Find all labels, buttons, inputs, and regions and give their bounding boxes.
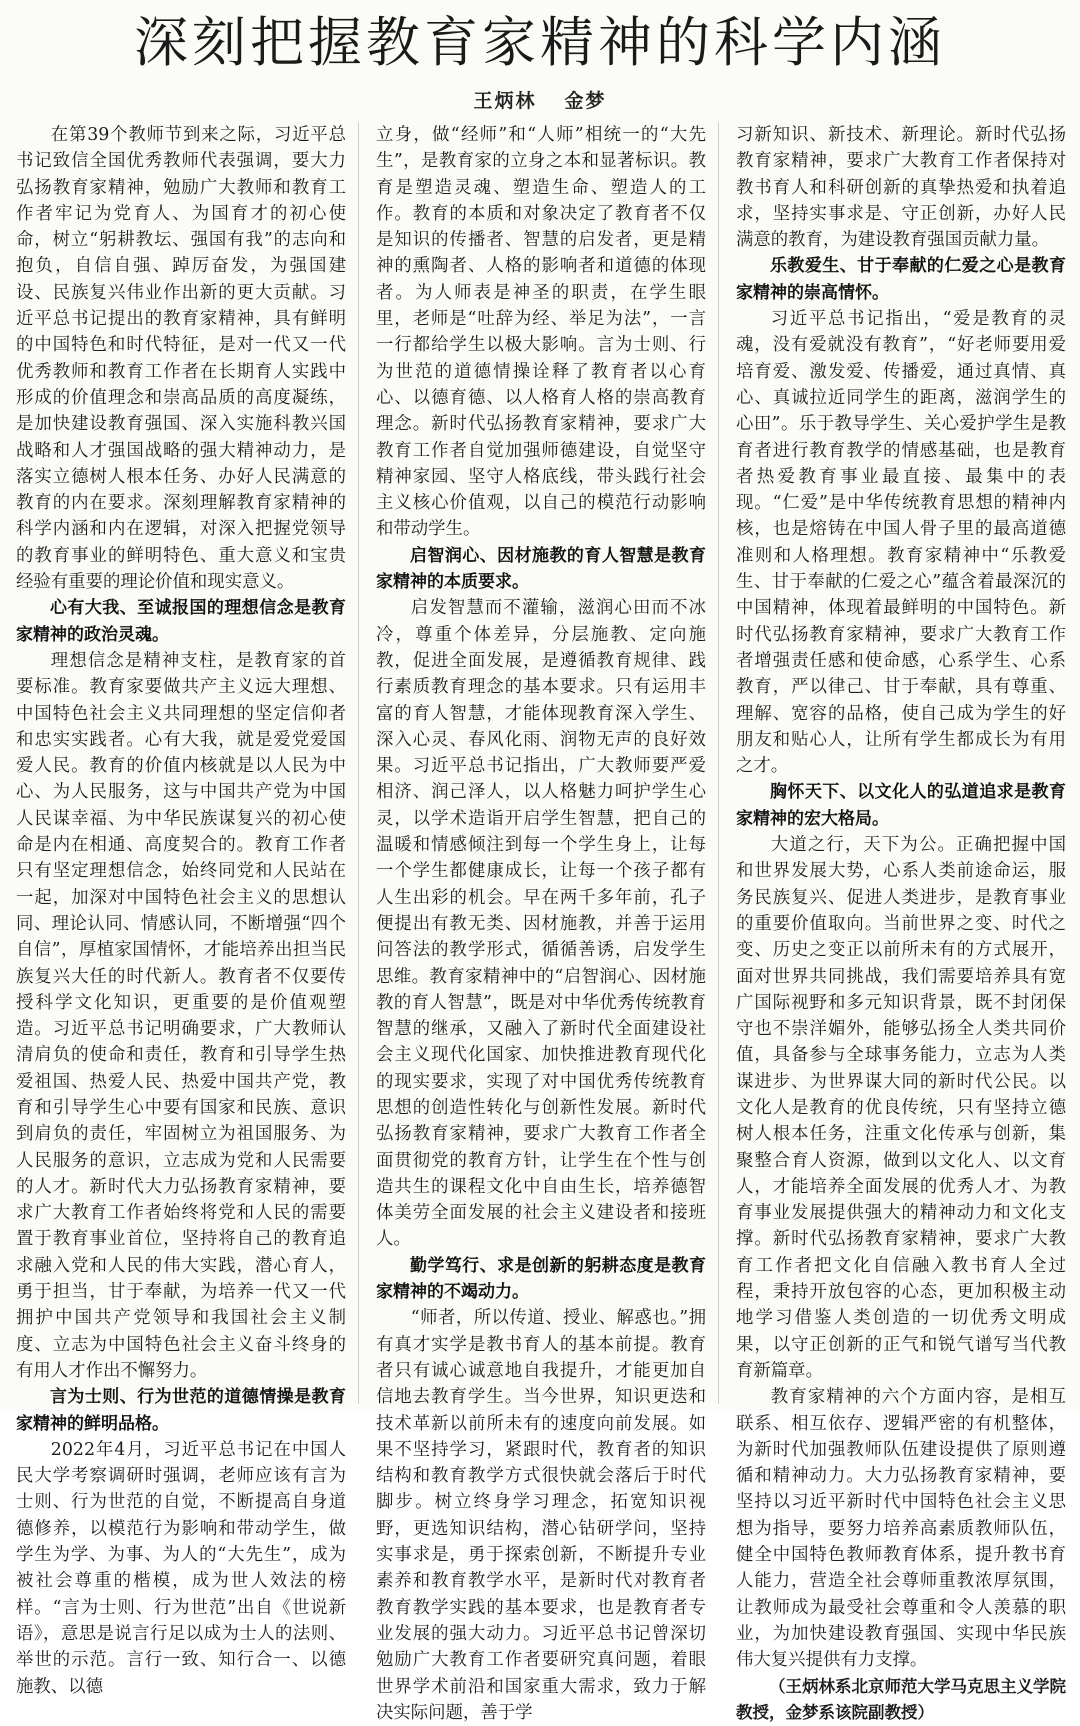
column-divider bbox=[358, 122, 359, 1404]
section-heading: 心有大我、至诚报国的理想信念是教育家精神的政治灵魂。 bbox=[16, 598, 346, 645]
article-column-3 bbox=[736, 122, 1066, 1722]
author-note: （王炳林系北京师范大学马克思主义学院教授，金梦系该院副教授） bbox=[736, 1676, 1066, 1722]
paragraph-continued: 习新知识、新技术、新理论。新时代弘扬教育家精神，要求广大教育工作者保持对教书育人和科研创新的真挚热爱和执着追求，坚持实事求是、守正创新，办好人民满意的教育，为建设教育强国贡献力量。 bbox=[736, 125, 1066, 251]
paragraph: 2022年4月，习近平总书记在中国人民大学考察调研时强调，老师应该有言为士则、行为世范的自觉，不断提高自身道德修养，以模范行为影响和带动学生，做学生为学、为事、为人的“大先生”，成为被社会尊重的楷模，成为世人效法的榜样。“言为士则、行为世范”出自《世说新语》，意思是说言行足以成为士人的法则、举世的示范。言行一致、知行合一、以德施教、以德 bbox=[16, 1439, 346, 1697]
paragraph: 习近平总书记指出，“爱是教育的灵魂，没有爱就没有教育”，“好老师要用爱培育爱、激发爱、传播爱，通过真情、真心、真诚拉近同学生的距离，滋润学生的心田”。乐于教导学生、关心爱护学生是教育者进行教育教学的情感基础，也是教育者热爱教育事业最直接、最集中的表现。“仁爱”是中华传统教育思想的精神内核，也是熔铸在中国人骨子里的最高道德准则和人格理想。教育家精神中“乐教爱生、甘于奉献的仁爱之心”蕴含着最深沉的中国精神，体现着最鲜明的中国特色。新时代弘扬教育家精神，要求广大教育工作者增强责任感和使命感，心系学生、心系教育，严以律己、甘于奉献，具有尊重、理解、宽容的品格，使自己成为学生的好朋友和贴心人，让所有学生都成长为有用之才。 bbox=[736, 309, 1066, 777]
paragraph: 在第39个教师节到来之际，习近平总书记致信全国优秀教师代表强调，要大力弘扬教育家精神，勉励广大教师和教育工作者牢记为党育人、为国育才的初心使命，树立“躬耕教坛、强国有我”的志向和抱负，自信自强、踔厉奋发，为强国建设、民族复兴伟业作出新的更大贡献。习近平总书记提出的教育家精神，具有鲜明的中国特色和时代特征，是对一代又一代优秀教师和教育工作者在长期育人实践中形成的价值理念和崇高品质的高度凝练，是加快建设教育强国、深入实施科教兴国战略和人才强国战略的强大精神动力，是落实立德树人根本任务、办好人民满意的教育的内在要求。深刻理解教育家精神的科学内涵和内在逻辑，对深入把握党领导的教育事业的鲜明特色、重大意义和宝贵经验有重要的理论价值和现实意义。 bbox=[16, 125, 346, 593]
article-title: 深刻把握教育家精神的科学内涵 bbox=[134, 11, 946, 74]
paragraph-continued: 立身，做“经师”和“人师”相统一的“大先生”，是教育家的立身之本和显著标识。教育是塑造灵魂、塑造生命、塑造人的工作。教育的本质和对象决定了教育者不仅是知识的传播者、智慧的启发者，更是精神的熏陶者、人格的影响者和道德的体现者。为人师表是神圣的职责，在学生眼里，老师是“吐辞为经、举足为法”，一言一行都给学生以极大影响。言为士则、行为世范的道德情操诠释了教育者以心育心、以德育德、以人格育人格的崇高教育理念。新时代弘扬教育家精神，要求广大教育工作者自觉加强师德建设，自觉坚守精神家园、坚守人格底线，带头践行社会主义核心价值观，以自己的模范行动影响和带动学生。 bbox=[376, 125, 706, 540]
paragraph: 教育家精神的六个方面内容，是相互联系、相互依存、逻辑严密的有机整体，为新时代加强教师队伍建设提供了原则遵循和精神动力。大力弘扬教育家精神，要坚持以习近平新时代中国特色社会主义思想为指导，要努力培养高素质教师队伍，健全中国特色教师教育体系，提升教书育人能力，营造全社会尊师重教浓厚氛围，让教师成为最受社会尊重和令人羡慕的职业，为加快建设教育强国、实现中华民族伟大复兴提供有力支撑。 bbox=[736, 1387, 1066, 1671]
author-name: 王炳林 bbox=[473, 90, 537, 112]
article-column-1 bbox=[16, 122, 346, 1697]
section-heading: 胸怀天下、以文化人的弘道追求是教育家精神的宏大格局。 bbox=[736, 782, 1066, 829]
column-divider bbox=[718, 122, 719, 1404]
article-column-2 bbox=[376, 122, 706, 1723]
author-name: 金梦 bbox=[564, 90, 607, 112]
paragraph: “师者，所以传道、授业、解惑也。”拥有真才实学是教书育人的基本前提。教育者只有诚心诚意地自我提升，才能更加自信地去教育学生。当今世界，知识更迭和技术革新以前所未有的速度向前发展。如果不坚持学习，紧跟时代，教育者的知识结构和教育教学方式很快就会落后于时代脚步。树立终身学习理念，拓宽知识视野，更选知识结构，潜心钻研学问，坚持实事求是，勇于探索创新，不断提升专业素养和教育教学水平，是新时代对教育者教育教学实践的基本要求，也是教育者专业发展的强大动力。习近平总书记曾深切勉励广大教育工作者要研究真问题，着眼世界学术前沿和国家重大需求，致力于解决实际问题，善于学 bbox=[376, 1308, 706, 1723]
section-heading: 言为士则、行为世范的道德情操是教育家精神的鲜明品格。 bbox=[16, 1387, 346, 1434]
paragraph: 理想信念是精神支柱，是教育家的首要标准。教育家要做共产主义远大理想、中国特色社会主义共同理想的坚定信仰者和忠实实践者。心有大我，就是爱党爱国爱人民。教育的价值内核就是以人民为中心、为人民服务，这与中国共产党为中国人民谋幸福、为中华民族谋复兴的初心使命是内在相通、高度契合的。教育工作者只有坚定理想信念，始终同党和人民站在一起，加深对中国特色社会主义的思想认同、理论认同、情感认同，不断增强“四个自信”，厚植家国情怀，才能培养出担当民族复兴大任的时代新人。教育者不仅要传授科学文化知识，更重要的是价值观塑造。习近平总书记明确要求，广大教师认清肩负的使命和责任，教育和引导学生热爱祖国、热爱人民、热爱中国共产党，教育和引导学生心中要有国家和民族、意识到肩负的责任，牢固树立为祖国服务、为人民服务的意识，立志成为党和人民需要的人才。新时代大力弘扬教育家精神，要求广大教育工作者始终将党和人民的需要置于教育事业首位，坚持将自己的教育追求融入党和人民的伟大实践，潜心育人，勇于担当，甘于奉献，为培养一代又一代拥护中国共产党领导和我国社会主义制度、立志为中国特色社会主义奋斗终身的有用人才作出不懈努力。 bbox=[16, 650, 346, 1381]
section-heading: 启智润心、因材施教的育人智慧是教育家精神的本质要求。 bbox=[376, 545, 706, 593]
section-heading: 勤学笃行、求是创新的躬耕态度是教育家精神的不竭动力。 bbox=[376, 1255, 706, 1303]
section-heading: 乐教爱生、甘于奉献的仁爱之心是教育家精神的崇高情怀。 bbox=[736, 256, 1066, 303]
byline bbox=[0, 86, 1080, 113]
paragraph: 启发智慧而不灌输，滋润心田而不冰冷，尊重个体差异，分层施教、定向施教，促进全面发展，是遵循教育规律、践行素质教育理念的基本要求。只有运用丰富的育人智慧，才能体现教育深入学生、深入心灵、春风化雨、润物无声的良好效果。习近平总书记指出，广大教师要严爱相济、润己泽人，以人格魅力呵护学生心灵，以学术造诣开启学生智慧，把自己的温暖和情感倾注到每一个学生身上，让每一个学生都健康成长，让每一个孩子都有人生出彩的机会。早在两千多年前，孔子便提出有教无类、因材施教，并善于运用问答法的教学形式，循循善诱，启发学生思维。教育家精神中的“启智润心、因材施教的育人智慧”，既是对中华优秀传统教育智慧的继承，又融入了新时代全面建设社会主义现代化国家、加快推进教育现代化的现实要求，实现了对中国优秀传统教育思想的创造性转化与创新性发展。新时代弘扬教育家精神，要求广大教育工作者全面贯彻党的教育方针，让学生在个性与创造共生的课程文化中自由生长，培养德智体美劳全面发展的社会主义建设者和接班人。 bbox=[376, 598, 706, 1250]
paragraph: 大道之行，天下为公。正确把握中国和世界发展大势，心系人类前途命运，服务民族复兴、促进人类进步，是教育事业的重要价值取向。当前世界之变、时代之变、历史之变正以前所未有的方式展开，面对世界共同挑战，我们需要培养具有宽广国际视野和多元知识背景，既不封闭保守也不崇洋媚外，能够弘扬全人类共同价值，具备参与全球事务能力，立志为人类谋进步、为世界谋大同的新时代公民。以文化人是教育的优良传统，只有坚持立德树人根本任务，注重文化传承与创新，集聚整合育人资源，做到以文化人、以文育人，才能培养全面发展的优秀人才、为教育事业发展提供强大的精神动力和文化支撑。新时代弘扬教育家精神，要求广大教育工作者把文化自信融入教书育人全过程，秉持开放包容的心态，更加积极主动地学习借鉴人类创造的一切优秀文明成果，以守正创新的正气和锐气谱写当代教育新篇章。 bbox=[736, 835, 1066, 1381]
